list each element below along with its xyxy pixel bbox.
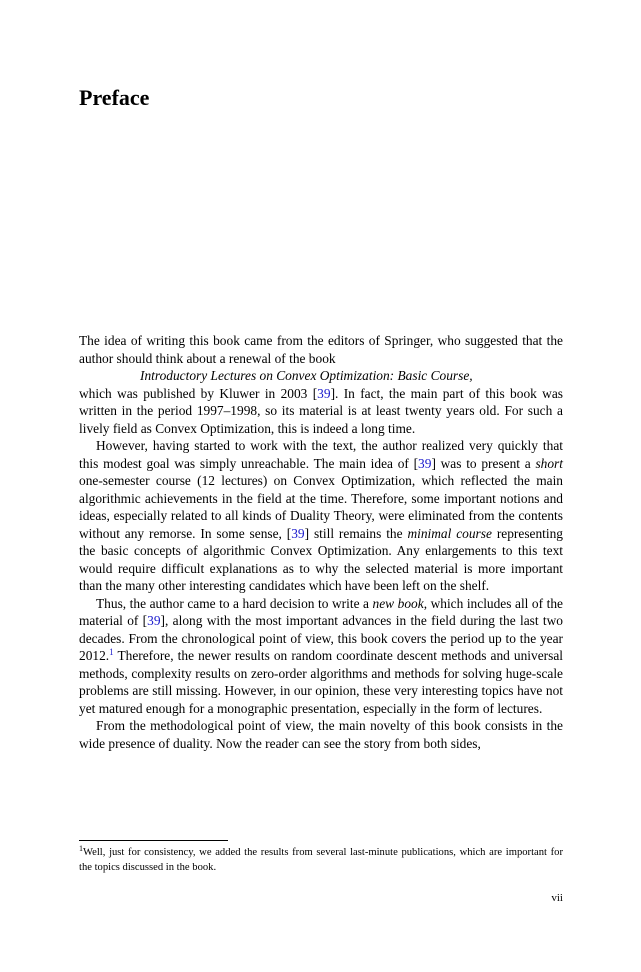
paragraph-text: one-semester course (12 lectures) on Convex Optimization, which reflected the main algorithmic achievements in the field at the time. Therefore, some important notions and ideas, especially related to all kinds of Duality Theory, were eliminated from the contents without any remorse. In some sense, [ — [79, 473, 563, 541]
paragraph-1 — [79, 332, 563, 367]
citation-link[interactable]: 39 — [418, 455, 432, 471]
paragraph-text: Thus, the author came to a hard decision to write a — [96, 595, 373, 611]
citation-link[interactable]: 39 — [147, 613, 161, 628]
page-title: Preface — [79, 85, 150, 110]
book-title: Introductory Lectures on Convex Optimization: Basic Course, — [140, 368, 473, 383]
footnote — [79, 845, 563, 875]
footnote-marker[interactable]: 1 — [109, 647, 114, 657]
paragraph-text: Therefore, the newer results on random coordinate descent methods and universal methods, complexity results on zero-order algorithms and methods for solving huge-scale problems are still missing. However, in our opinion, these very interesting topics have not yet matured enough for a monographic presentation, especially in the form of lectures. — [79, 648, 563, 716]
footnote-divider — [79, 840, 228, 841]
footnote-number: 1 — [79, 844, 83, 853]
paragraph-text: However, having started to work with the text, the author realized very quickly that this modest goal was simply unreachable. The main idea of [ — [79, 438, 563, 471]
paragraph-text: representing the basic concepts of algorithmic Convex Optimization. Any enlargements to this text would require difficult explanations as to why the selected material is more important than the many other interesting candidates which have been left on the shelf. — [79, 525, 563, 593]
emphasis-text: new book — [372, 595, 424, 611]
paragraph-1-continued — [79, 385, 563, 438]
paragraph-text: ]. In fact, the main part of this book was written in the period 1997–1998, so its material is at least twenty years old. For such a lively field as Convex Optimization, this is indeed a long time. — [79, 385, 563, 436]
page-number: vii — [551, 892, 563, 904]
emphasis-text: short — [535, 455, 563, 471]
citation-link[interactable]: 39 — [317, 385, 331, 401]
paragraph-text: , which includes all of the material of [ — [79, 595, 563, 628]
preface-body — [79, 332, 563, 752]
emphasis-text: minimal course — [407, 525, 492, 541]
citation-link[interactable]: 39 — [291, 525, 305, 541]
footnote-text: Well, just for consistency, we added the results from several last-minute publications, which are important for the topics discussed in the book. — [79, 847, 563, 873]
paragraph-text: The idea of writing this book came from the editors of Springer, who suggested that the author should think about a renewal of the book — [79, 333, 563, 366]
paragraph-4 — [79, 717, 563, 752]
paragraph-2 — [79, 437, 563, 595]
paragraph-text: ] still remains the — [304, 525, 408, 541]
paragraph-3 — [79, 595, 563, 718]
paragraph-text: ] was to present a — [431, 455, 536, 471]
paragraph-text: ], along with the most important advances in the field during the last two decades. From the chronological point of view, this book covers the period up to the year 2012. — [79, 613, 563, 663]
paragraph-text: which was published by Kluwer in 2003 [ — [79, 385, 318, 401]
paragraph-text: From the methodological point of view, the main novelty of this book consists in the wide presence of duality. Now the reader can see the story from both sides, — [79, 718, 563, 751]
